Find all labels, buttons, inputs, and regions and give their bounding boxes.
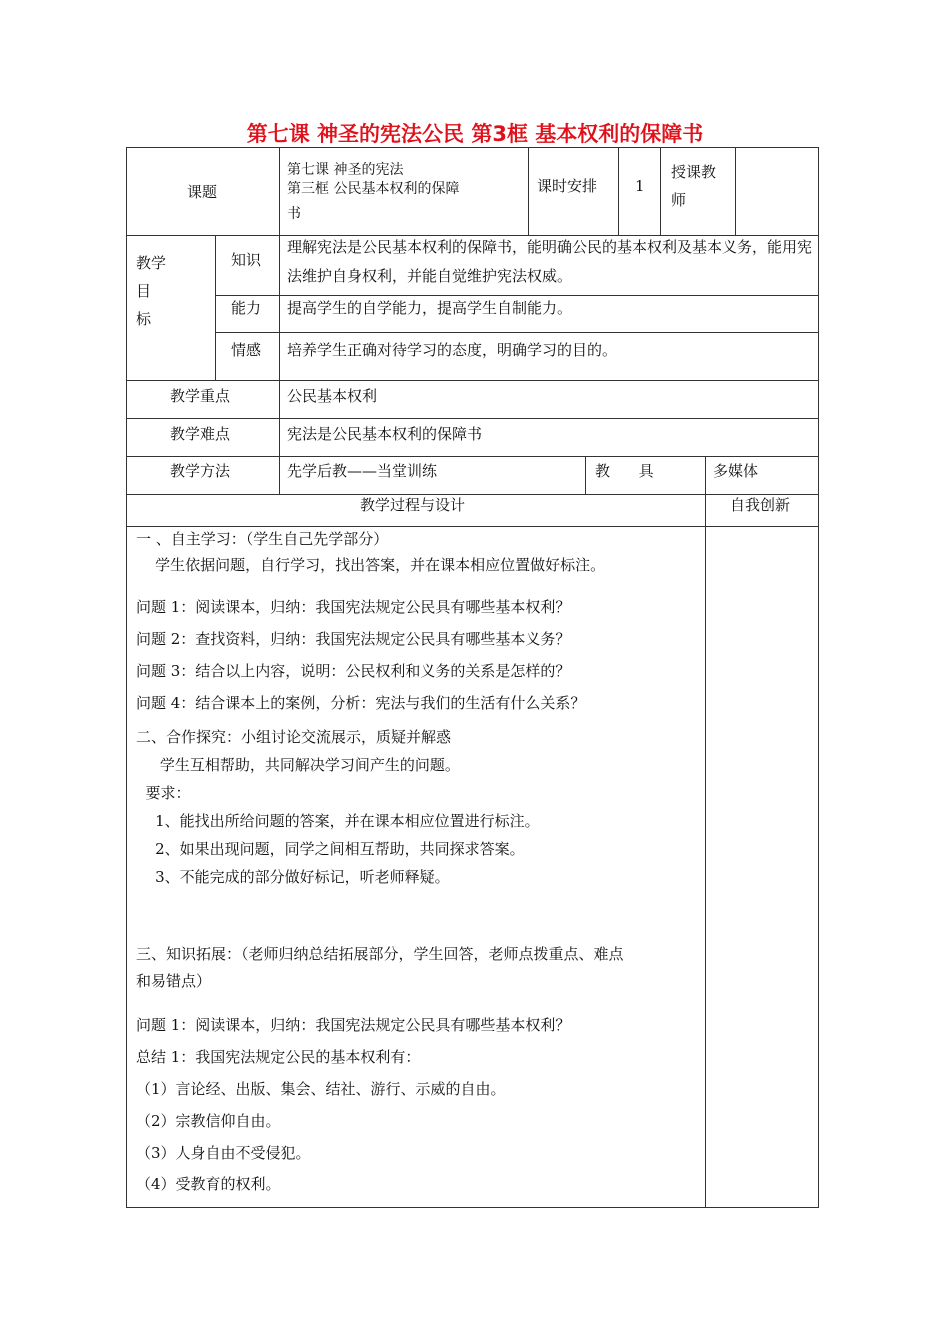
- summary-item-4: （4）受教育的权利。: [136, 1175, 281, 1193]
- goals-label-line3: 标: [136, 310, 152, 328]
- question-4: 问题 4：结合课本上的案例，分析：宪法与我们的生活有什么关系？: [136, 694, 586, 712]
- knowledge-label: 知识: [231, 251, 262, 269]
- question-1: 问题 1：阅读课本，归纳：我国宪法规定公民具有哪些基本权利？: [136, 598, 571, 616]
- method-value: 先学后教——当堂训练: [287, 462, 438, 480]
- summary-item-1: （1）言论经、出版、集会、结社、游行、示威的自由。: [136, 1080, 506, 1098]
- lesson-title-line3: 书: [287, 206, 301, 222]
- difficulty-label: 教学难点: [170, 425, 231, 443]
- tools-value: 多媒体: [713, 462, 759, 480]
- requirements-label: 要求：: [136, 784, 191, 802]
- section-1-heading: 一 、自主学习：（学生自己先学部分）: [136, 530, 389, 548]
- section-2-heading: 二、合作探究：小组讨论交流展示，质疑并解惑: [136, 728, 452, 746]
- section-1-intro: 学生依据问题，自行学习，找出答案，并在课本相应位置做好标注。: [136, 556, 606, 574]
- knowledge-text: 理解宪法是公民基本权利的保障书，能明确公民的基本权利及基本义务，能用宪法维护自身权利，并能自觉维护宪法权威。: [287, 238, 813, 285]
- difficulty-value: 宪法是公民基本权利的保障书: [287, 425, 483, 443]
- requirement-2: 2、如果出现问题，同学之间相互帮助，共同探求答案。: [136, 840, 525, 858]
- goals-label-line2: 目: [136, 282, 152, 300]
- focus-label: 教学重点: [170, 387, 231, 405]
- schedule-value: 1: [635, 177, 645, 195]
- method-label: 教学方法: [170, 462, 231, 480]
- question-2: 问题 2：查找资料，归纳：我国宪法规定公民具有哪些基本义务？: [136, 630, 571, 648]
- goals-label-line1: 教学: [136, 254, 167, 272]
- lesson-label: 课题: [187, 183, 218, 201]
- section-2-intro: 学生互相帮助，共同解决学习间产生的问题。: [136, 756, 460, 774]
- teacher-label-line1: 授课教: [671, 163, 717, 181]
- question-1-repeat: 问题 1：阅读课本，归纳：我国宪法规定公民具有哪些基本权利？: [136, 1016, 571, 1034]
- summary-item-3: （3）人身自由不受侵犯。: [136, 1144, 311, 1162]
- ability-label: 能力: [231, 299, 262, 317]
- page-title: 第七课 神圣的宪法公民 第3框 基本权利的保障书: [246, 122, 704, 146]
- lesson-title-line2: 第三框 公民基本权利的保障: [287, 181, 460, 197]
- question-3: 问题 3：结合以上内容，说明：公民权利和义务的关系是怎样的？: [136, 662, 571, 680]
- emotion-text: 培养学生正确对待学习的态度，明确学习的目的。: [287, 341, 618, 359]
- process-header: 教学过程与设计: [360, 496, 466, 514]
- requirement-1: 1、能找出所给问题的答案，并在课本相应位置进行标注。: [136, 812, 540, 830]
- focus-value: 公民基本权利: [287, 387, 378, 405]
- innovation-header: 自我创新: [730, 496, 791, 514]
- section-3-heading-cont: 和易错点）: [136, 972, 212, 990]
- summary-1: 总结 1：我国宪法规定公民的基本权利有：: [136, 1048, 421, 1066]
- teacher-label-line2: 师: [671, 191, 687, 209]
- schedule-label: 课时安排: [537, 177, 598, 195]
- tools-label: 教 具: [595, 462, 654, 480]
- summary-item-2: （2）宗教信仰自由。: [136, 1112, 281, 1130]
- emotion-label: 情感: [231, 341, 262, 359]
- requirement-3: 3、不能完成的部分做好标记，听老师释疑。: [136, 868, 450, 886]
- section-3-heading: 三、知识拓展：（老师归纳总结拓展部分，学生回答，老师点拨重点、难点: [136, 945, 624, 963]
- lesson-title-line1: 第七课 神圣的宪法: [287, 162, 404, 178]
- ability-text: 提高学生的自学能力，提高学生自制能力。: [287, 299, 573, 317]
